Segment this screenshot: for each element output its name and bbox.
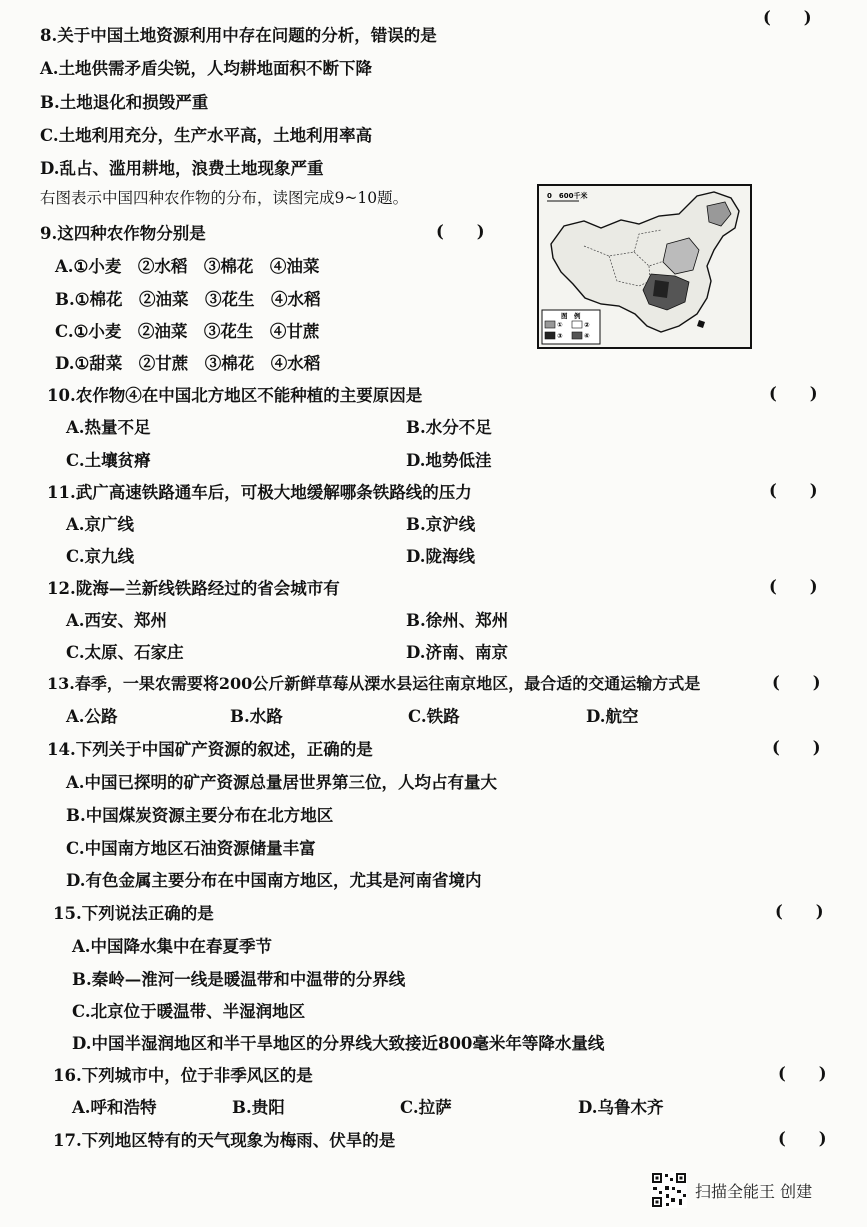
intro-9-10: 右图表示中国四种农作物的分布，读图完成9~10题。 bbox=[40, 189, 409, 207]
answer-paren: ( ) bbox=[778, 1129, 827, 1148]
answer-paren: ( ) bbox=[775, 902, 824, 921]
question-9-option-c: C.①小麦 ②油菜 ③花生 ④甘蔗 bbox=[55, 322, 320, 341]
question-14-option-d: D.有色金属主要分布在中国南方地区，尤其是河南省境内 bbox=[66, 871, 482, 890]
legend-title: 图 例 bbox=[561, 312, 581, 320]
crop-distribution-map bbox=[537, 184, 752, 349]
question-9-option-d: D.①甜菜 ②甘蔗 ③棉花 ④水稻 bbox=[55, 354, 321, 373]
question-10-option-c: C.土壤贫瘠 bbox=[66, 451, 151, 470]
question-10-option-b: B.水分不足 bbox=[406, 418, 492, 437]
qr-code-icon bbox=[651, 1172, 687, 1208]
question-15-option-d: D.中国半湿润地区和半干旱地区的分界线大致接近800毫米年等降水量线 bbox=[72, 1034, 605, 1053]
answer-paren: ( ) bbox=[772, 673, 821, 692]
question-10-option-d: D.地势低洼 bbox=[406, 451, 492, 470]
question-16-option-c: C.拉萨 bbox=[400, 1098, 452, 1117]
legend-marker-2: ② bbox=[584, 321, 590, 329]
question-12-option-a: A.西安、郑州 bbox=[66, 611, 168, 630]
question-10-option-a: A.热量不足 bbox=[66, 418, 151, 437]
question-9-stem: 9.这四种农作物分别是 bbox=[40, 224, 206, 243]
question-16-stem: 16.下列城市中，位于非季风区的是 bbox=[53, 1066, 313, 1085]
question-14-option-a: A.中国已探明的矿产资源总量居世界第三位，人均占有量大 bbox=[66, 773, 498, 792]
answer-paren: ( ) bbox=[436, 222, 485, 241]
question-17-stem: 17.下列地区特有的天气现象为梅雨、伏旱的是 bbox=[53, 1131, 396, 1150]
question-11-stem: 11.武广高速铁路通车后，可极大地缓解哪条铁路线的压力 bbox=[47, 483, 472, 502]
question-13-option-a: A.公路 bbox=[66, 707, 118, 726]
question-15-stem: 15.下列说法正确的是 bbox=[53, 904, 214, 923]
question-8-stem: 8.关于中国土地资源利用中存在问题的分析，错误的是 bbox=[40, 26, 437, 45]
question-8-option-c: C.土地利用充分，生产水平高，土地利用率高 bbox=[40, 126, 373, 145]
question-9-option-a: A.①小麦 ②水稻 ③棉花 ④油菜 bbox=[55, 257, 320, 276]
question-16-option-b: B.贵阳 bbox=[232, 1098, 285, 1117]
question-12-option-d: D.济南、南京 bbox=[406, 643, 508, 662]
question-10-stem: 10.农作物④在中国北方地区不能种植的主要原因是 bbox=[47, 386, 423, 405]
legend-marker-3: ③ bbox=[557, 332, 563, 340]
question-14-option-c: C.中国南方地区石油资源储量丰富 bbox=[66, 839, 316, 858]
question-11-option-c: C.京九线 bbox=[66, 547, 135, 566]
question-16-option-d: D.乌鲁木齐 bbox=[578, 1098, 664, 1117]
question-15-option-a: A.中国降水集中在春夏季节 bbox=[72, 937, 273, 956]
question-13-stem: 13.春季，一果农需要将200公斤新鲜草莓从溧水县运往南京地区，最合适的交通运输方式是 bbox=[47, 674, 701, 693]
question-8-option-d: D.乱占、滥用耕地，浪费土地现象严重 bbox=[40, 159, 324, 178]
china-map-figure bbox=[539, 186, 750, 347]
question-12-option-b: B.徐州、郑州 bbox=[406, 611, 509, 630]
question-11-option-b: B.京沪线 bbox=[406, 515, 476, 534]
map-scale-label: 0 600千米 bbox=[547, 192, 588, 200]
answer-paren: ( ) bbox=[769, 384, 818, 403]
answer-paren: ( ) bbox=[778, 1064, 827, 1083]
question-13-option-d: D.航空 bbox=[586, 707, 639, 726]
question-8-option-b: B.土地退化和损毁严重 bbox=[40, 93, 209, 112]
question-11-option-d: D.陇海线 bbox=[406, 547, 475, 566]
answer-paren: ( ) bbox=[769, 577, 818, 596]
legend-marker-1: ① bbox=[557, 321, 563, 329]
question-12-option-c: C.太原、石家庄 bbox=[66, 643, 184, 662]
question-9-option-b: B.①棉花 ②油菜 ③花生 ④水稻 bbox=[55, 290, 321, 309]
question-8-option-a: A.土地供需矛盾尖锐，人均耕地面积不断下降 bbox=[40, 59, 373, 78]
question-13-option-b: B.水路 bbox=[230, 707, 283, 726]
question-13-option-c: C.铁路 bbox=[408, 707, 460, 726]
question-16-option-a: A.呼和浩特 bbox=[72, 1098, 157, 1117]
question-14-option-b: B.中国煤炭资源主要分布在北方地区 bbox=[66, 806, 334, 825]
question-14-stem: 14.下列关于中国矿产资源的叙述，正确的是 bbox=[47, 740, 373, 759]
answer-paren: ( ) bbox=[772, 738, 821, 757]
answer-paren: ( ) bbox=[763, 8, 812, 27]
answer-paren: ( ) bbox=[769, 481, 818, 500]
question-12-stem: 12.陇海—兰新线铁路经过的省会城市有 bbox=[47, 579, 340, 598]
legend-marker-4: ④ bbox=[584, 332, 590, 340]
question-11-option-a: A.京广线 bbox=[66, 515, 135, 534]
scanner-watermark bbox=[651, 1172, 812, 1208]
scanner-watermark-text: 扫描全能王 创建 bbox=[695, 1181, 813, 1201]
question-15-option-b: B.秦岭—淮河一线是暖温带和中温带的分界线 bbox=[72, 970, 406, 989]
question-15-option-c: C.北京位于暖温带、半湿润地区 bbox=[72, 1002, 306, 1021]
crop-region-core bbox=[653, 280, 669, 298]
